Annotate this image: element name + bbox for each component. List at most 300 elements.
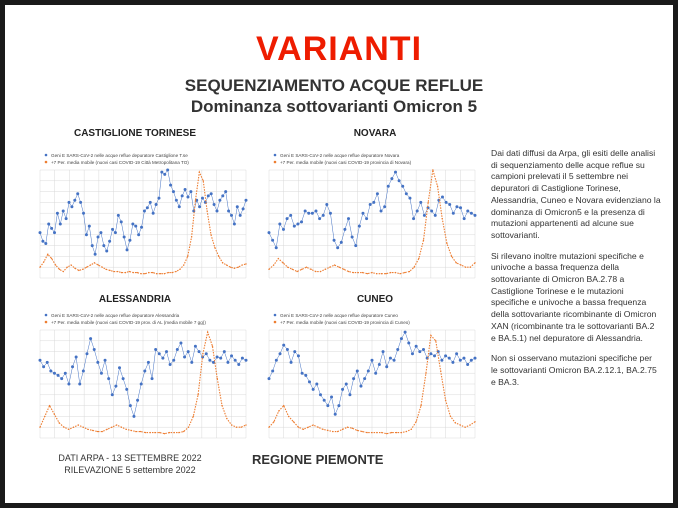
data-point-genes [372,201,375,204]
data-point-genes [210,192,213,195]
data-point-genes [434,214,437,217]
data-point-genes [422,348,425,351]
data-point-cases [47,254,48,255]
data-point-cases [234,268,235,269]
data-point-genes [415,345,418,348]
data-point-cases [159,432,160,433]
data-point-genes [466,210,469,213]
data-point-genes [140,226,143,229]
data-point-cases [343,269,344,270]
data-point-genes [430,210,433,213]
data-point-genes [323,399,326,402]
data-point-genes [82,370,85,373]
data-point-genes [275,359,278,362]
data-point-genes [466,363,469,366]
data-point-cases [418,258,419,259]
data-point-genes [213,203,216,206]
data-point-genes [474,214,477,217]
data-point-cases [310,269,311,270]
data-point-cases [288,416,289,417]
data-point-genes [158,352,161,355]
data-point-genes [71,365,74,368]
legend-label: +7 Per. media mobile (nuovi casi COVID-19 Città Metropolitana TO) [51,159,189,165]
data-point-cases [404,272,405,273]
data-point-cases [470,267,471,268]
data-point-cases [92,430,93,431]
data-point-genes [245,199,248,202]
data-point-cases [188,427,189,428]
data-point-cases [58,422,59,423]
data-point-cases [460,424,461,425]
data-point-cases [376,432,377,433]
data-point-cases [148,272,149,273]
data-point-cases [301,269,302,270]
data-point-genes [325,203,328,206]
data-point-genes [42,365,45,368]
data-point-cases [353,272,354,273]
data-point-genes [271,370,274,373]
data-point-cases [362,272,363,273]
chart-alessandria [36,308,250,442]
data-point-cases [399,273,400,274]
data-point-genes [322,214,325,217]
data-point-cases [268,427,269,428]
data-point-cases [430,335,431,336]
data-point-genes [146,206,149,209]
data-point-genes [407,341,410,344]
data-point-genes [93,348,96,351]
data-point-cases [130,430,131,431]
data-point-cases [55,264,56,265]
data-point-genes [401,185,404,188]
legend-swatch [45,314,48,317]
subtitle-dominance: Dominanza sottovarianti Omicron 5 [190,97,478,116]
data-point-cases [154,432,155,433]
data-point-genes [151,377,154,380]
data-point-genes [359,385,362,388]
data-point-genes [351,235,354,238]
data-point-cases [175,271,176,272]
data-point-genes [404,331,407,334]
data-point-genes [241,357,244,360]
data-point-genes [215,210,218,213]
data-point-genes [114,385,117,388]
data-point-cases [214,247,215,248]
data-point-genes [282,344,285,347]
data-point-cases [241,264,242,265]
data-point-genes [311,212,314,215]
chart-title-novara: NOVARA [353,128,397,139]
data-point-cases [87,429,88,430]
data-point-cases [101,267,102,268]
data-point-genes [398,179,401,182]
data-point-genes [363,377,366,380]
data-point-cases [334,264,335,265]
data-point-genes [290,361,293,364]
data-point-genes [440,359,443,362]
data-point-cases [183,264,184,265]
data-point-cases [245,263,246,264]
data-point-genes [304,210,307,213]
data-point-genes [169,363,172,366]
legend-swatch [45,154,48,157]
data-point-cases [273,421,274,422]
data-point-genes [172,359,175,362]
data-point-cases [390,272,391,273]
data-point-cases [320,271,321,272]
data-point-cases [226,264,227,265]
data-point-cases [86,267,87,268]
data-point-genes [358,225,361,228]
legend-label: Geni E SARS-CoV-2 nelle acque reflue depuratore Alessandria [51,312,180,318]
data-point-cases [98,264,99,265]
data-point-genes [227,210,230,213]
data-point-genes [268,231,271,234]
data-point-cases [116,424,117,425]
data-point-cases [121,427,122,428]
data-point-genes [79,201,82,204]
data-point-genes [161,357,164,360]
data-point-genes [365,217,368,220]
data-point-cases [332,431,333,432]
data-point-cases [43,261,44,262]
data-point-genes [91,244,94,247]
side-description [491,148,661,397]
data-point-cases [465,267,466,268]
data-point-genes [393,359,396,362]
data-point-cases [140,431,141,432]
data-point-genes [194,345,197,348]
chart-cuneo [265,308,479,442]
data-point-cases [245,424,246,425]
data-point-genes [218,199,221,202]
data-point-cases [317,427,318,428]
data-point-cases [236,427,237,428]
data-point-cases [109,270,110,271]
data-point-genes [354,244,357,247]
data-point-genes [155,203,158,206]
data-point-cases [67,267,68,268]
data-point-genes [242,207,245,210]
data-point-cases [230,267,231,268]
data-point-genes [65,217,68,220]
data-point-genes [205,352,208,355]
data-point-cases [329,267,330,268]
data-point-genes [120,220,123,223]
data-point-genes [126,248,129,251]
data-point-cases [381,273,382,274]
data-point-cases [347,427,348,428]
data-point-genes [293,225,296,228]
data-point-genes [56,212,59,215]
data-point-genes [198,350,201,353]
data-point-cases [160,273,161,274]
data-point-cases [312,424,313,425]
data-point-cases [164,273,165,274]
data-point-genes [75,356,78,359]
data-point-genes [474,357,477,360]
data-point-genes [152,212,155,215]
data-point-genes [143,210,146,213]
data-point-cases [106,429,107,430]
data-point-genes [376,192,379,195]
data-point-cases [78,424,79,425]
data-point-cases [366,432,367,433]
data-point-genes [94,253,97,256]
data-point-genes [455,352,458,355]
data-point-cases [427,202,428,203]
data-point-genes [348,393,351,396]
data-point-genes [111,393,114,396]
data-point-cases [455,422,456,423]
data-point-genes [131,223,134,226]
data-point-cases [303,429,304,430]
data-point-genes [147,361,150,364]
data-point-genes [396,348,399,351]
data-point-cases [395,272,396,273]
data-point-genes [268,377,271,380]
page-title: VARIANTI [255,30,423,68]
data-point-cases [386,433,387,434]
data-point-genes [108,240,111,243]
data-point-cases [90,264,91,265]
data-point-cases [49,405,50,406]
data-point-genes [70,205,73,208]
data-point-genes [186,196,189,199]
data-point-genes [416,210,419,213]
data-point-genes [282,228,285,231]
data-point-genes [330,395,333,398]
data-point-cases [361,431,362,432]
data-point-genes [73,199,76,202]
data-point-genes [297,354,300,357]
data-point-genes [301,372,304,375]
data-point-genes [201,197,204,200]
data-point-genes [136,399,139,402]
data-point-genes [39,359,42,362]
data-point-cases [144,273,145,274]
data-point-genes [451,361,454,364]
legend-swatch [274,321,277,324]
data-point-cases [437,186,438,187]
data-point-genes [143,370,146,373]
data-point-cases [44,416,45,417]
legend-swatch [45,321,48,324]
data-point-cases [179,269,180,270]
data-point-cases [218,256,219,257]
data-point-genes [275,246,278,249]
data-point-genes [85,233,88,236]
data-point-cases [282,262,283,263]
data-point-genes [140,383,143,386]
data-point-genes [289,214,292,217]
data-point-genes [85,352,88,355]
data-point-cases [315,271,316,272]
data-point-cases [357,272,358,273]
data-point-cases [435,340,436,341]
data-point-genes [448,203,451,206]
data-point-genes [452,212,455,215]
data-point-genes [122,377,125,380]
data-point-genes [82,212,85,215]
data-point-genes [408,197,411,200]
data-point-cases [460,264,461,265]
data-point-genes [184,188,187,191]
data-point-cases [206,210,207,211]
data-point-genes [369,203,372,206]
data-point-cases [474,421,475,422]
data-point-genes [223,350,226,353]
data-point-cases [440,370,441,371]
data-point-genes [57,374,60,377]
data-point-genes [326,404,329,407]
data-point-genes [160,171,163,174]
data-point-genes [41,240,44,243]
data-point-cases [238,267,239,268]
data-point-genes [39,231,42,234]
data-point-genes [207,194,210,197]
data-point-cases [396,432,397,433]
side-paragraph-2: Si rilevano inoltre mutazioni specifiche e univoche a bassa frequenza della sottovariante di Omicron BA.2.78 a Castiglione Torinese e le mutazioni specifiche e univoche a bassa frequenza della sottovariante ricombinante di Omicron XAN (ricombinante tra le sottovarianti BA.2 e BA.5.1) nel depuratore di Alessandria. [491,250,657,343]
data-point-genes [286,348,289,351]
data-point-genes [97,235,100,238]
data-point-genes [307,212,310,215]
data-point-genes [343,228,346,231]
data-point-genes [118,366,121,369]
data-point-genes [132,415,135,418]
data-point-genes [100,372,103,375]
data-point-genes [347,217,350,220]
data-point-genes [418,350,421,353]
data-point-genes [64,372,67,375]
data-point-genes [190,361,193,364]
data-point-cases [97,431,98,432]
data-point-genes [429,352,432,355]
data-point-genes [337,404,340,407]
data-point-genes [423,214,426,217]
data-point-cases [391,432,392,433]
data-point-genes [176,348,179,351]
data-point-genes [318,217,321,220]
data-point-genes [226,361,229,364]
data-point-genes [319,393,322,396]
data-point-genes [157,197,160,200]
data-point-cases [39,267,40,268]
data-point-genes [129,404,132,407]
data-point-genes [411,352,414,355]
data-point-cases [63,427,64,428]
data-point-cases [376,273,377,274]
data-point-genes [293,350,296,353]
footer-source [40,452,220,476]
data-point-genes [47,223,50,226]
data-point-cases [102,431,103,432]
data-point-genes [137,233,140,236]
data-point-cases [406,431,407,432]
data-point-genes [62,210,65,213]
footer-sampling: RILEVAZIONE 5 settembre 2022 [64,465,196,475]
data-point-cases [125,272,126,273]
data-point-genes [433,354,436,357]
data-point-cases [149,432,150,433]
data-point-genes [172,190,175,193]
data-point-genes [390,177,393,180]
data-point-cases [420,405,421,406]
data-point-genes [107,377,110,380]
data-point-genes [178,205,181,208]
data-point-genes [278,223,281,226]
data-point-cases [367,273,368,274]
data-point-genes [236,205,239,208]
data-point-cases [145,432,146,433]
data-point-cases [292,269,293,270]
data-point-cases [203,180,204,181]
data-point-cases [327,430,328,431]
data-point-genes [183,356,186,359]
data-point-cases [324,269,325,270]
data-point-genes [271,239,274,242]
chart-title-alessandria: ALESSANDRIA [98,294,172,305]
data-point-genes [134,225,137,228]
data-point-cases [357,430,358,431]
data-point-genes [340,241,343,244]
data-point-genes [444,354,447,357]
data-point-cases [73,427,74,428]
data-point-genes [198,205,201,208]
data-point-cases [187,256,188,257]
legend-swatch [274,314,277,317]
data-point-genes [459,359,462,362]
data-point-cases [195,200,196,201]
data-point-genes [345,383,348,386]
data-point-cases [59,269,60,270]
data-point-cases [70,264,71,265]
data-point-genes [455,205,458,208]
data-point-cases [226,418,227,419]
data-point-genes [50,227,53,230]
data-point-cases [217,378,218,379]
data-point-genes [49,370,52,373]
data-point-cases [135,431,136,432]
data-point-genes [329,212,332,215]
data-point-genes [125,388,128,391]
data-point-cases [82,427,83,428]
data-point-cases [39,427,40,428]
data-point-genes [117,214,120,217]
data-point-cases [94,262,95,263]
data-point-cases [136,272,137,273]
data-point-cases [415,421,416,422]
data-point-cases [126,429,127,430]
data-point-cases [278,410,279,411]
data-point-cases [68,429,69,430]
data-point-genes [385,365,388,368]
data-point-cases [221,405,222,406]
data-point-genes [104,359,107,362]
data-point-genes [462,357,465,360]
data-point-genes [356,370,359,373]
data-point-genes [219,357,222,360]
data-point-genes [230,214,233,217]
data-point-cases [446,243,447,244]
data-point-genes [333,239,336,242]
data-point-cases [82,269,83,270]
data-point-cases [222,262,223,263]
data-point-cases [456,262,457,263]
data-point-genes [169,184,172,187]
data-point-genes [296,223,299,226]
data-point-cases [474,262,475,263]
